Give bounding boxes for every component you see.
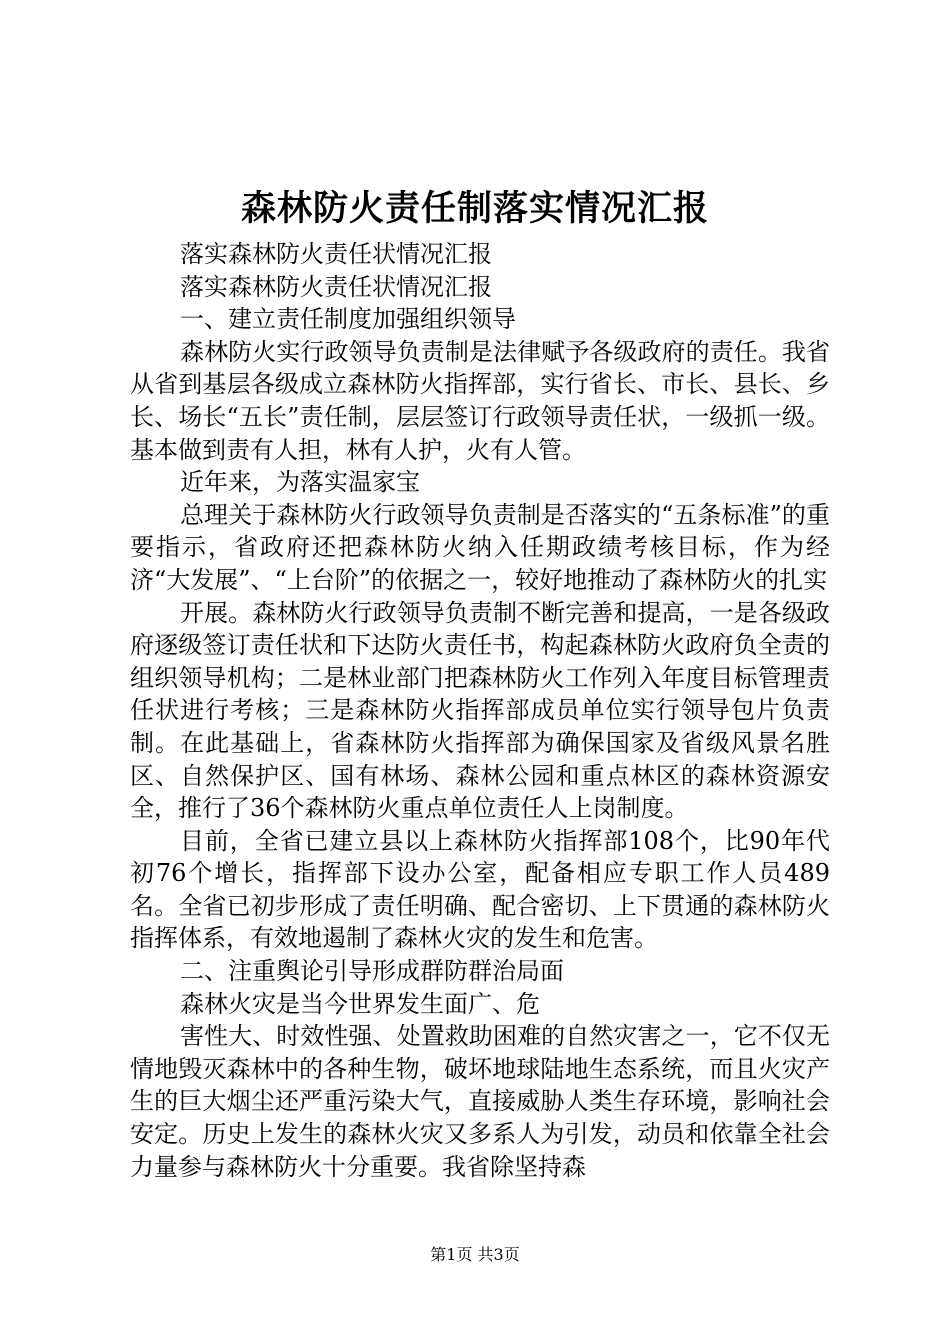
page-number-footer: 第1页 共3页 <box>430 1245 520 1264</box>
paragraph: 近年来，为落实温家宝 <box>180 468 420 497</box>
paragraph: 森林防火实行政领导负责制是法律赋予各级政府的责任。我省从省到基层各级成立森林防火指挥部，实行省长、市长、县长、乡长、场长“五长”责任制，层层签订行政领导责任状，一级抓一级。基本做到责有人担，林有人护，火有人管。 <box>130 337 830 464</box>
paragraph: 落实森林防火责任状情况汇报 <box>180 272 492 301</box>
document-body <box>130 238 830 1183</box>
paragraph: 开展。森林防火行政领导负责制不断完善和提高，一是各级政府逐级签订责任状和下达防火责任书，构起森林防火政府负全责的组织领导机构；二是林业部门把森林防火工作列入年度目标管理责任状进行考核；三是森林防火指挥部成员单位实行领导包片负责制。在此基础上，省森林防火指挥部为确保国家及省级风景名胜区、自然保护区、国有林场、森林公园和重点林区的森林资源安全，推行了36个森林防火重点单位责任人上岗制度。 <box>130 598 830 823</box>
paragraph: 森林火灾是当今世界发生面广、危 <box>180 989 540 1018</box>
paragraph: 目前，全省已建立县以上森林防火指挥部108个，比90年代初76个增长，指挥部下设办公室，配备相应专职工作人员489名。全省已初步形成了责任明确、配合密切、上下贯通的森林防火指挥体系，有效地遏制了森林火灾的发生和危害。 <box>130 826 830 953</box>
section-heading: 二、注重舆论引导形成群防群治局面 <box>180 957 564 986</box>
paragraph: 害性大、时效性强、处置救助困难的自然灾害之一，它不仅无情地毁灭森林中的各种生物，破坏地球陆地生态系统，而且火灾产生的巨大烟尘还严重污染大气，直接威胁人类生存环境，影响社会安定。历史上发生的森林火灾又多系人为引发，动员和依靠全社会力量参与森林防火十分重要。我省除坚持森 <box>130 1022 830 1181</box>
paragraph: 总理关于森林防火行政领导负责制是否落实的“五条标准”的重要指示，省政府还把森林防火纳入任期政绩考核目标，作为经济“大发展”、“上台阶”的依据之一，较好地推动了森林防火的扎实 <box>130 500 830 594</box>
paragraph: 落实森林防火责任状情况汇报 <box>180 240 492 268</box>
section-heading: 一、建立责任制度加强组织领导 <box>180 305 516 334</box>
document-title: 森林防火责任制落实情况汇报 <box>240 188 709 229</box>
